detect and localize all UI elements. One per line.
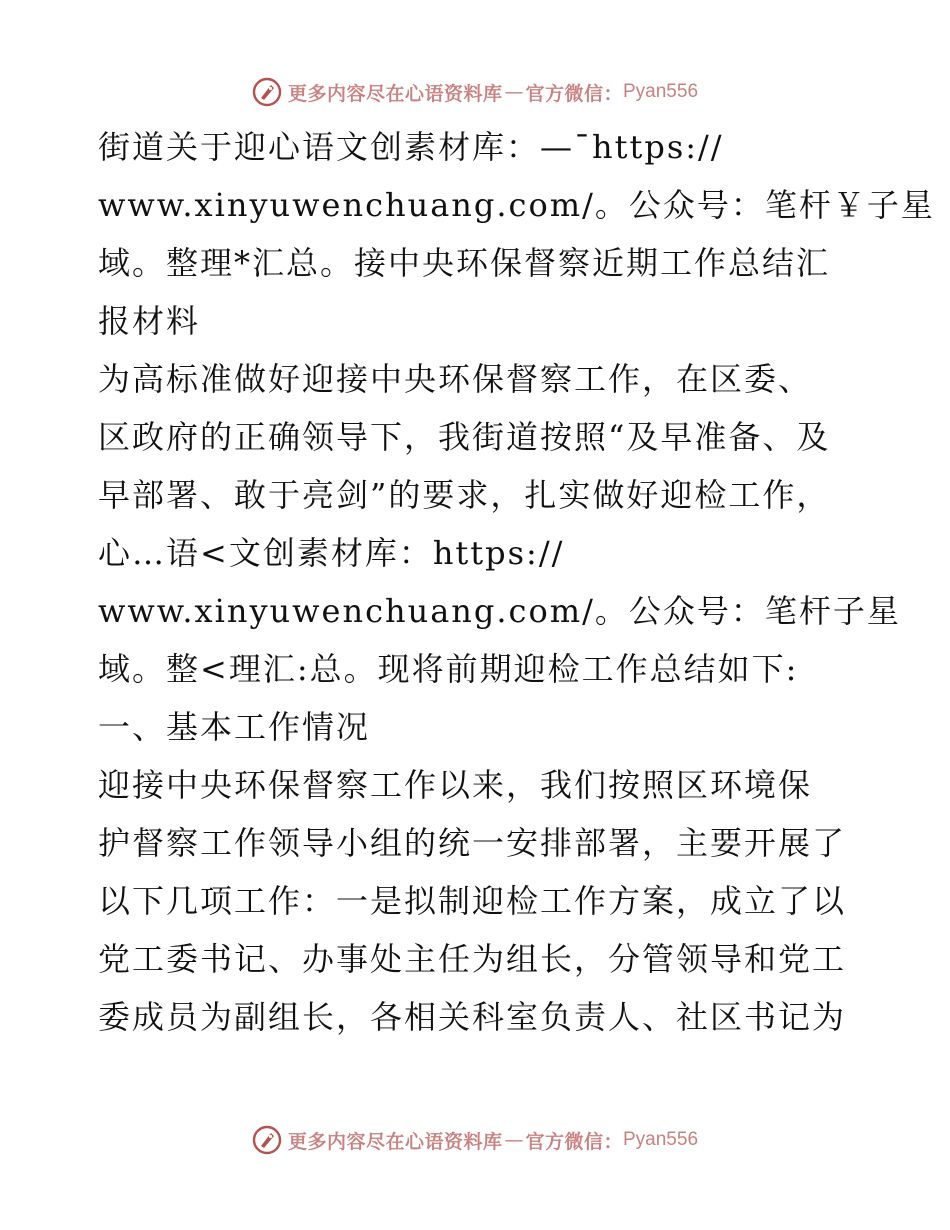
- text-line: www.xinyuwenchuang.com/。公众号：笔杆子星: [98, 592, 901, 630]
- section-heading: [98, 698, 858, 756]
- text-line: 心…语<文创素材库：https://: [98, 534, 565, 572]
- watermark-site-text: 更多内容尽在心语资料库: [287, 82, 503, 105]
- text-line: 域。整理*汇总。接中央环保督察近期工作总结汇: [98, 244, 831, 282]
- header-watermark: [0, 70, 950, 114]
- text-line: 护督察工作领导小组的统一安排部署，主要开展了: [98, 824, 847, 862]
- paragraph-intro: [98, 350, 901, 698]
- text-line: www.xinyuwenchuang.com/。公众号：笔杆￥子星: [98, 186, 935, 224]
- text-line: 迎接中央环保督察工作以来，我们按照区环境保: [98, 766, 813, 804]
- paragraph-title: [98, 118, 935, 350]
- watermark-site-text: 更多内容尽在心语资料库: [287, 1130, 503, 1153]
- text-line: 报材料: [98, 302, 201, 340]
- text-line: 早部署、敢于亮剑”的要求，扎实做好迎检工作，: [98, 476, 831, 514]
- text-line: 一、基本工作情况: [98, 708, 371, 746]
- watermark-wechat-id: Pyan556: [623, 1129, 699, 1150]
- text-line: 区政府的正确领导下，我街道按照“及早准备、及: [98, 418, 831, 456]
- text-line: 委成员为副组长，各相关科室负责人、社区书记为: [98, 998, 847, 1036]
- footer-watermark: [0, 1118, 950, 1162]
- text-line: 为高标准做好迎接中央环保督察工作，在区委、: [98, 360, 813, 398]
- text-line: 街道关于迎心语文创素材库：—¯https://: [98, 128, 724, 166]
- text-line: 域。整<理汇:总。现将前期迎检工作总结如下:: [98, 650, 799, 688]
- paragraph-body: [98, 756, 858, 1046]
- watermark-wechat-id: Pyan556: [623, 81, 699, 102]
- watermark-separator: —: [504, 1129, 524, 1151]
- watermark-wechat-label: 官方微信：: [525, 1130, 623, 1153]
- text-line: 党工委书记、办事处主任为组长，分管领导和党工: [98, 940, 847, 978]
- document-body: [98, 118, 935, 1046]
- watermark-separator: —: [504, 81, 524, 103]
- watermark-wechat-label: 官方微信：: [525, 82, 623, 105]
- pen-nib-logo-icon: [252, 77, 282, 107]
- text-line: 以下几项工作：一是拟制迎检工作方案，成立了以: [98, 882, 847, 920]
- pen-nib-logo-icon: [252, 1125, 282, 1155]
